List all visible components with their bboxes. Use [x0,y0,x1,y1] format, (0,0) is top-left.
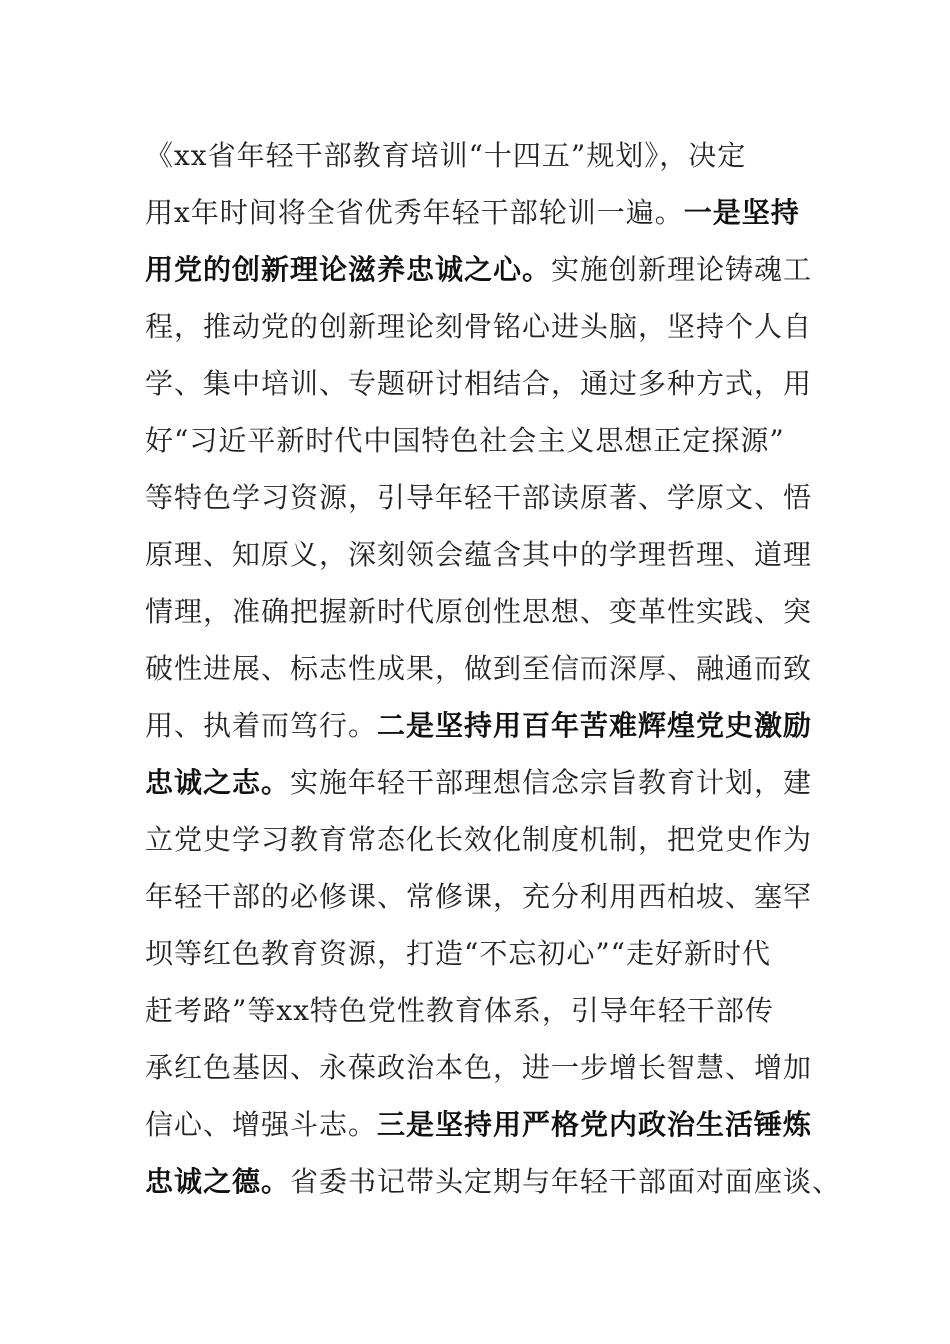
text-line [145,583,825,640]
text-line [145,526,825,583]
text-segment: 用党的创新理论滋养忠诚之心。 [145,253,552,286]
text-segment: 情理，准确把握新时代原创性思想、变革性实践、突 [145,595,813,628]
text-line [145,754,825,811]
text-line [145,925,825,982]
text-segment: 承红色基因、永葆政治本色，进一步增长智慧、增加 [145,1051,813,1084]
text-line [145,1039,825,1096]
text-line [145,412,825,469]
text-segment: 实施创新理论铸魂工 [551,253,813,286]
text-line [145,811,825,868]
text-segment: 好“习近平新时代中国特色社会主义思想正定探源” [145,424,785,457]
text-line [145,298,825,355]
text-segment: 《xx省年轻干部教育培训“十四五”规划》，决定 [145,139,747,172]
text-segment: 忠诚之志。 [145,766,291,799]
text-line [145,127,825,184]
text-line [145,1153,842,1210]
text-segment: 用x年时间将全省优秀年轻干部轮训一遍。 [145,196,684,229]
text-segment: 忠诚之德。 [145,1165,291,1198]
text-segment: 实施年轻干部理想信念宗旨教育计划，建 [290,766,813,799]
text-segment: 三是坚持用严格党内政治生活锤炼 [377,1108,813,1141]
text-segment: 年轻干部的必修课、常修课，充分利用西柏坡、塞罕 [145,880,813,913]
text-segment: 原理、知原义，深刻领会蕴含其中的学理哲理、道理 [145,538,813,571]
text-line [145,241,825,298]
text-segment: 坝等红色教育资源，打造“不忘初心”“走好新时代 [145,937,771,970]
text-segment: 立党史学习教育常态化长效化制度机制，把党史作为 [145,823,813,856]
text-line [145,640,825,697]
text-line [145,697,825,754]
text-line [145,184,825,241]
text-line [145,1096,825,1153]
text-line [145,355,825,412]
text-line [145,469,825,526]
text-segment: 二是坚持用百年苦难辉煌党史激励 [377,709,813,742]
text-segment: 用、执着而笃行。 [145,709,378,742]
text-segment: 一是坚持 [683,196,800,229]
text-line [145,868,825,925]
text-segment: 学、集中培训、专题研讨相结合，通过多种方式，用 [145,367,813,400]
text-line [145,982,825,1039]
text-segment: 程，推动党的创新理论刻骨铭心进头脑，坚持个人自 [145,310,813,343]
text-segment: 等特色学习资源，引导年轻干部读原著、学原文、悟 [145,481,813,514]
text-segment: 省委书记带头定期与年轻干部面对面座谈、 [290,1165,842,1198]
text-segment: 信心、增强斗志。 [145,1108,378,1141]
text-segment: 破性进展、标志性成果，做到至信而深厚、融通而致 [145,652,813,685]
text-segment: 赶考路”等xx特色党性教育体系，引导年轻干部传 [145,994,774,1027]
body-paragraph [145,127,842,1210]
